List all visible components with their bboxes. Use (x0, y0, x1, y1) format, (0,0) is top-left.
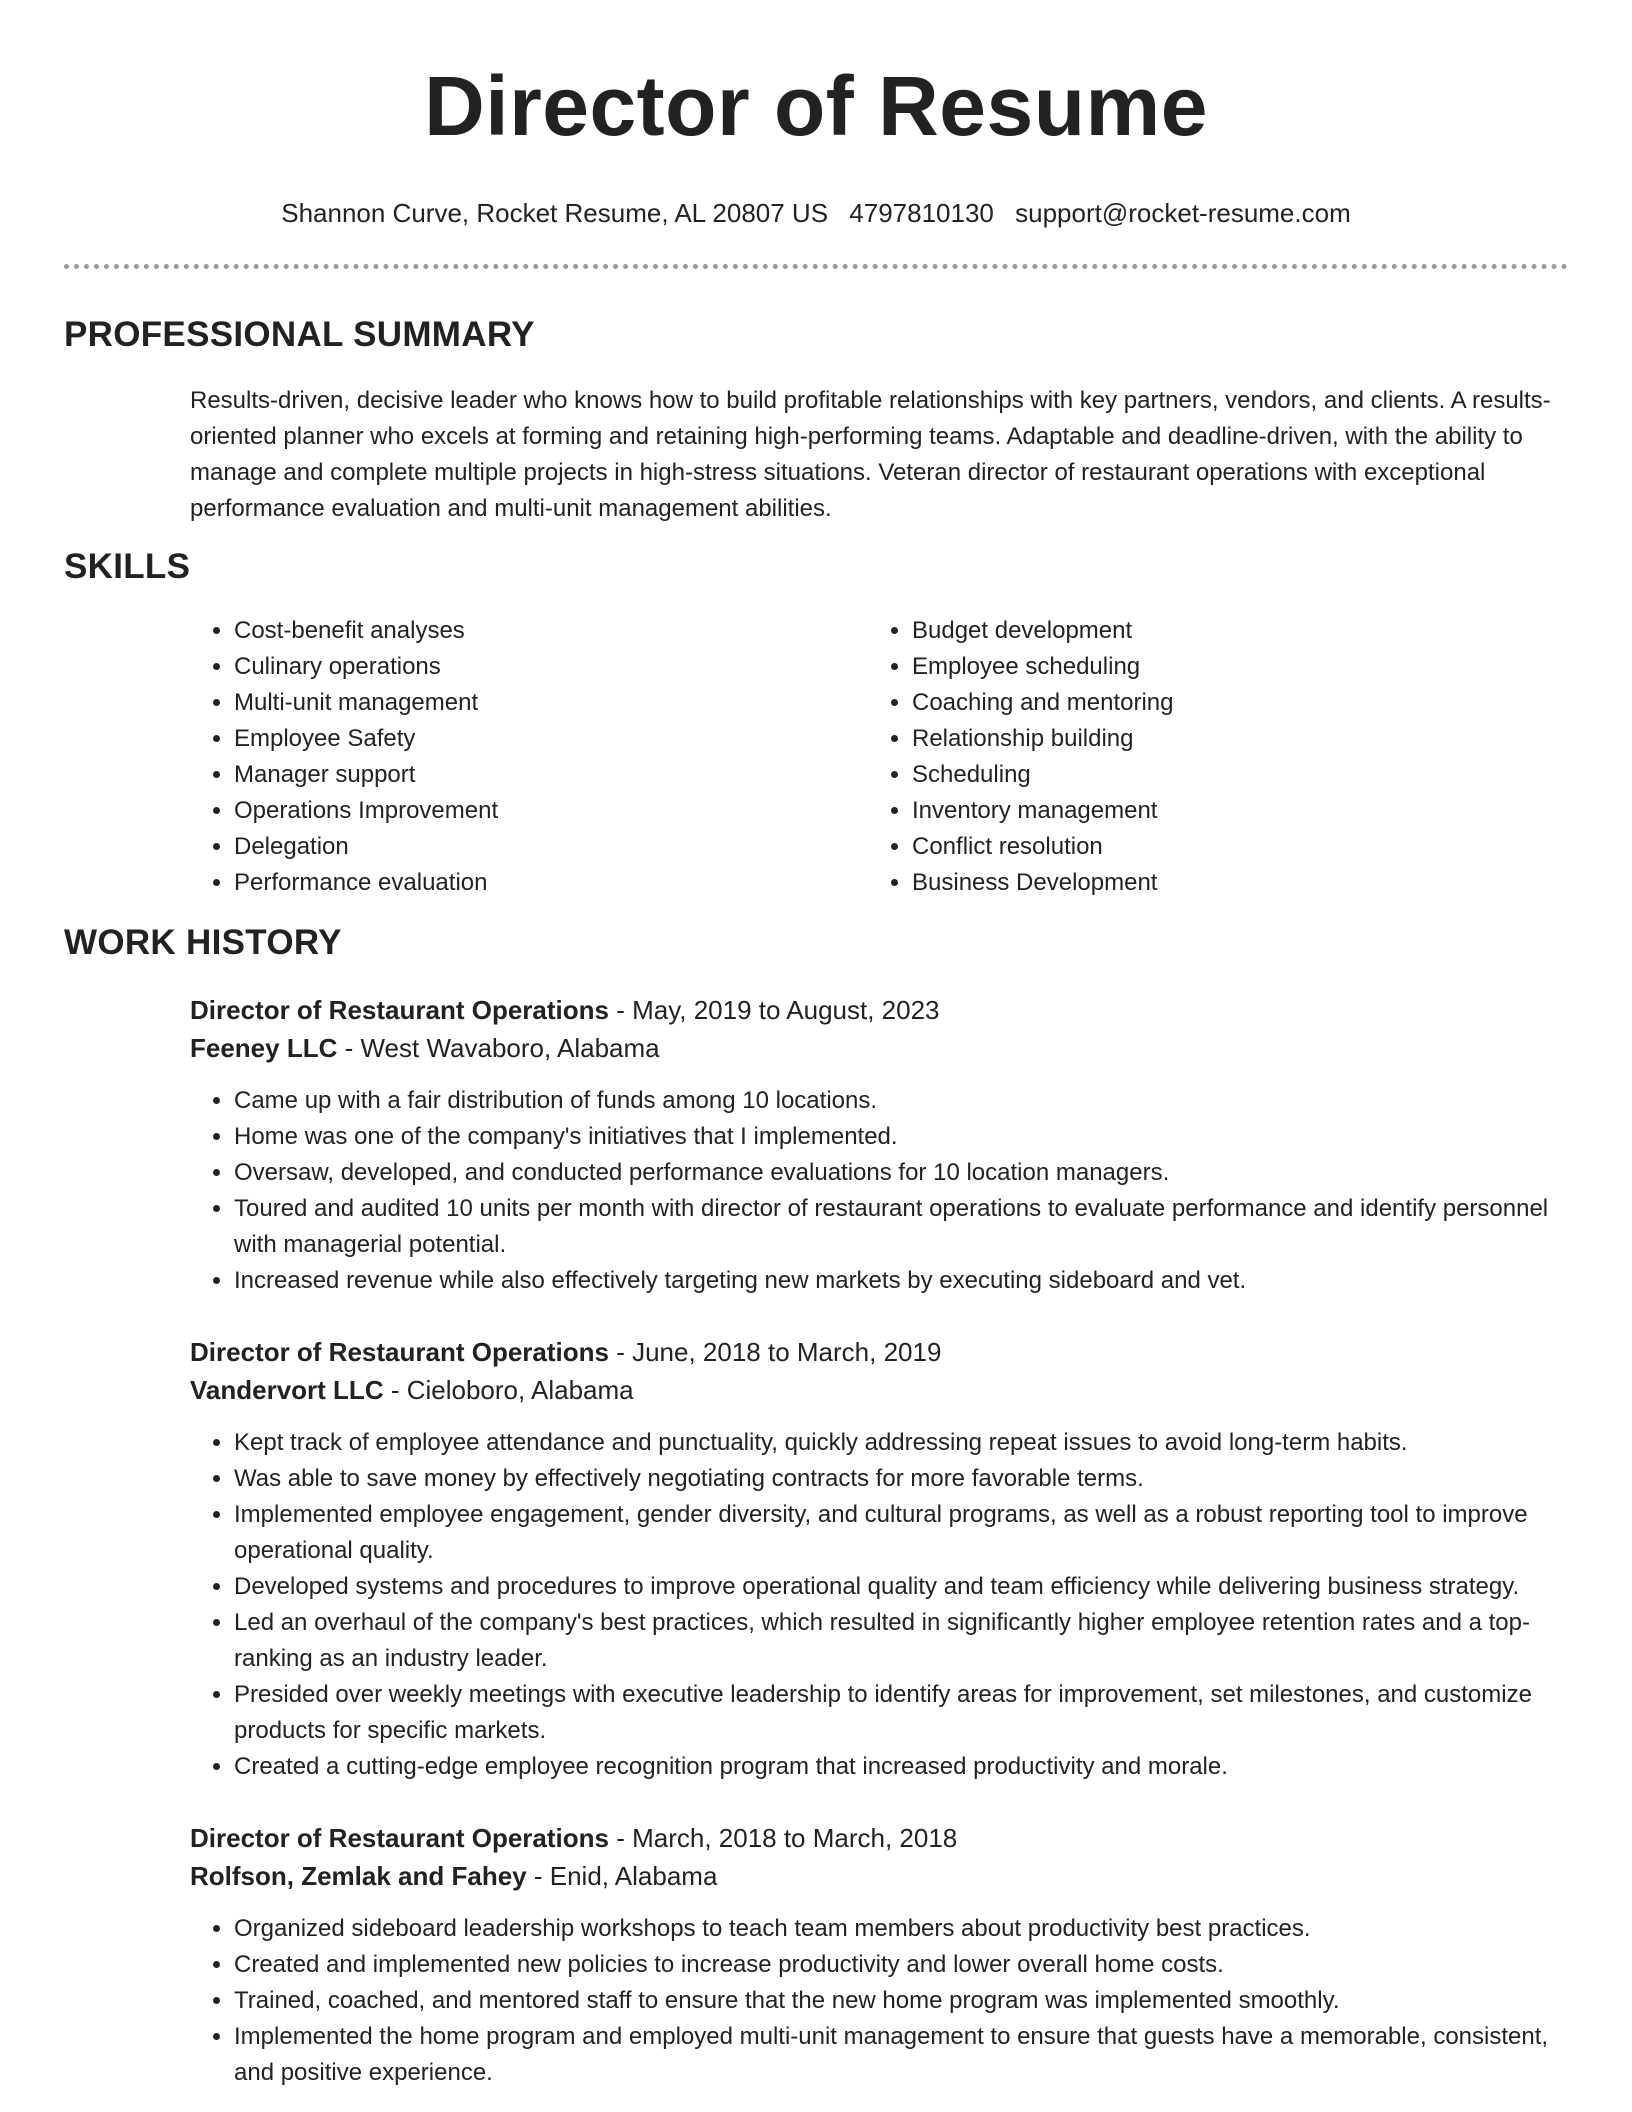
skill-item: • Employee Safety (234, 721, 868, 757)
resume-page (64, 0, 1568, 2091)
skill-item: • Manager support (234, 757, 868, 793)
job-bullet: • Organized sideboard leadership workshops to teach team members about productivity best practices. (234, 1911, 1586, 1947)
job-bullet: • Increased revenue while also effectively targeting new markets by executing sideboard and vet. (234, 1263, 1586, 1299)
skills-list (190, 613, 1568, 901)
job-bullet: • Came up with a fair distribution of funds among 10 locations. (234, 1083, 1586, 1119)
job-company-line (190, 1029, 1568, 1067)
job-bullet: • Toured and audited 10 units per month with director of restaurant operations to evaluate performance and identify personnel with managerial potential. (234, 1191, 1586, 1263)
job-bullet: • Created a cutting-edge employee recognition program that increased productivity and morale. (234, 1749, 1586, 1785)
skills-column-left (190, 613, 868, 901)
job-bullets (190, 1425, 1586, 1785)
skill-item: • Business Development (912, 865, 1174, 901)
skill-item: • Multi-unit management (234, 685, 868, 721)
job-bullet: • Implemented employee engagement, gender diversity, and cultural programs, as well as a robust reporting tool to improve operational quality. (234, 1497, 1586, 1569)
skill-item: • Operations Improvement (234, 793, 868, 829)
job-dates: - May, 2019 to August, 2023 (608, 995, 940, 1025)
skill-item: • Relationship building (912, 721, 1174, 757)
job-bullet: • Kept track of employee attendance and punctuality, quickly addressing repeat issues to avoid long-term habits. (234, 1425, 1586, 1461)
job-title: Director of Restaurant Operations (190, 995, 609, 1025)
contact-address: Shannon Curve, Rocket Resume, AL 20807 US (281, 198, 829, 228)
section-title-work-history: WORK HISTORY (64, 923, 342, 962)
header-divider (64, 264, 1568, 269)
job-location: - West Wavaboro, Alabama (337, 1033, 660, 1063)
skill-item: • Inventory management (912, 793, 1174, 829)
contact-line (64, 196, 1568, 230)
job-bullet: • Home was one of the company's initiatives that I implemented. (234, 1119, 1586, 1155)
job-title-line (190, 1333, 1568, 1371)
job-bullet: • Implemented the home program and employed multi-unit management to ensure that guests have a memorable, consistent, and positive experience. (234, 2019, 1586, 2091)
job-location: - Cieloboro, Alabama (383, 1375, 634, 1405)
contact-email: support@rocket-resume.com (1015, 198, 1351, 228)
skill-item: • Budget development (912, 613, 1174, 649)
skill-item: • Employee scheduling (912, 649, 1174, 685)
job-title-line (190, 991, 1568, 1029)
job-company-line (190, 1371, 1568, 1409)
job-entry (190, 991, 1568, 1299)
job-company: Rolfson, Zemlak and Fahey (190, 1861, 527, 1891)
summary-text: Results-driven, decisive leader who knows how to build profitable relationships with key partners, vendors, and clients. A results-oriented planner who excels at forming and retaining high-performing teams. Adaptable and deadline-driven, with the ability to manage and complete multiple projects in high-stress situations. Veteran director of restaurant operations with exceptional performance evaluation and multi-unit management abilities. (190, 387, 1551, 522)
section-title-skills: SKILLS (64, 547, 191, 586)
section-title-summary: PROFESSIONAL SUMMARY (64, 315, 535, 354)
job-bullet: • Developed systems and procedures to improve operational quality and team efficiency while delivering business strategy. (234, 1569, 1586, 1605)
job-bullet: • Oversaw, developed, and conducted performance evaluations for 10 location managers. (234, 1155, 1586, 1191)
skills-column-right (868, 613, 1174, 901)
job-bullet: • Created and implemented new policies to increase productivity and lower overall home costs. (234, 1947, 1586, 1983)
job-bullet: • Led an overhaul of the company's best practices, which resulted in significantly higher employee retention rates and a top-ranking as an industry leader. (234, 1605, 1586, 1677)
job-dates: - March, 2018 to March, 2018 (608, 1823, 958, 1853)
job-location: - Enid, Alabama (526, 1861, 718, 1891)
job-bullets (190, 1083, 1586, 1299)
job-title-line (190, 1819, 1568, 1857)
job-entry (190, 1819, 1568, 2091)
skill-item: • Performance evaluation (234, 865, 868, 901)
job-bullet: • Trained, coached, and mentored staff to ensure that the new home program was implemented smoothly. (234, 1983, 1586, 2019)
job-bullet: • Was able to save money by effectively negotiating contracts for more favorable terms. (234, 1461, 1586, 1497)
job-bullet: • Presided over weekly meetings with executive leadership to identify areas for improvement, set milestones, and customize products for specific markets. (234, 1677, 1586, 1749)
skill-item: • Conflict resolution (912, 829, 1174, 865)
job-dates: - June, 2018 to March, 2019 (608, 1337, 942, 1367)
contact-phone: 4797810130 (849, 198, 994, 228)
job-title: Director of Restaurant Operations (190, 1823, 609, 1853)
resume-name: Director of Resume (424, 59, 1208, 153)
job-company: Vandervort LLC (190, 1375, 384, 1405)
skill-item: • Cost-benefit analyses (234, 613, 868, 649)
skill-item: • Delegation (234, 829, 868, 865)
job-bullets (190, 1911, 1586, 2091)
job-company: Feeney LLC (190, 1033, 338, 1063)
skill-item: • Coaching and mentoring (912, 685, 1174, 721)
skill-item: • Culinary operations (234, 649, 868, 685)
skill-item: • Scheduling (912, 757, 1174, 793)
job-title: Director of Restaurant Operations (190, 1337, 609, 1367)
job-entry (190, 1333, 1568, 1785)
job-company-line (190, 1857, 1568, 1895)
